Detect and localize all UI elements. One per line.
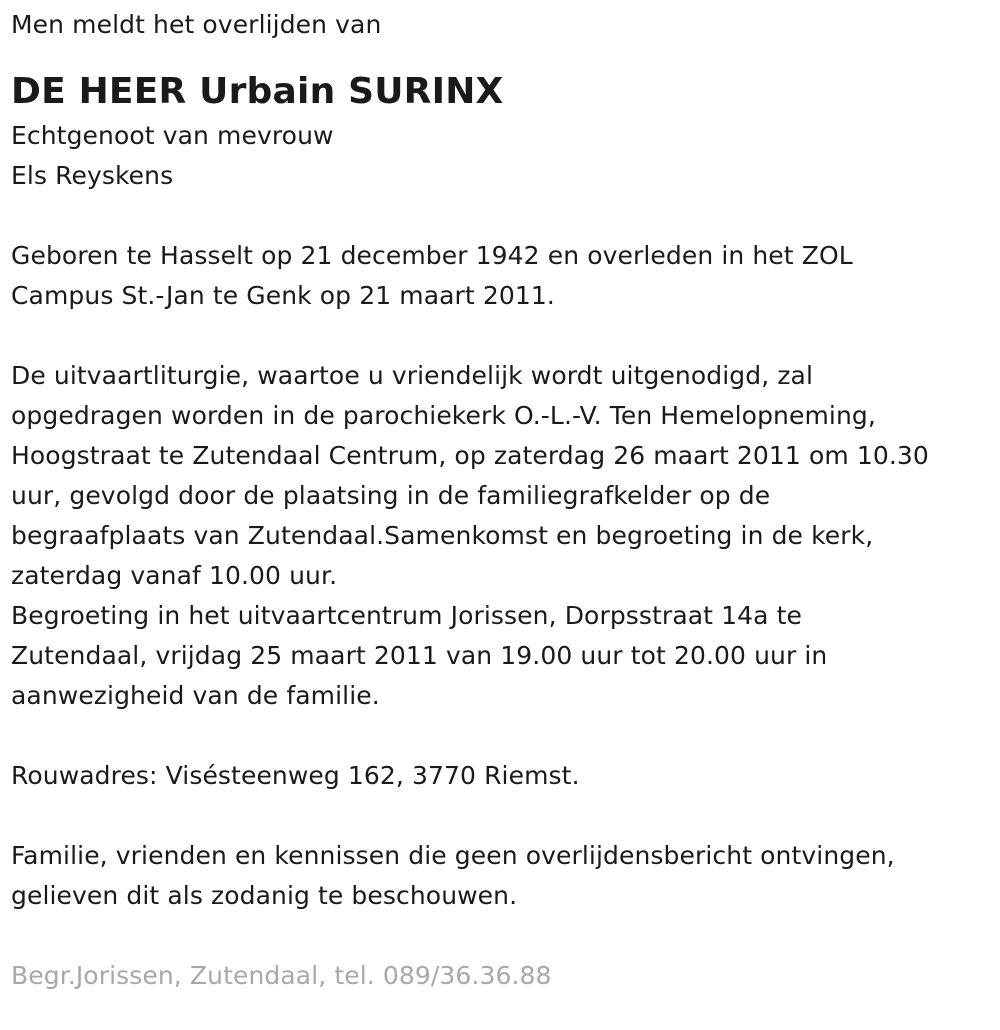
paragraph-line: Zutendaal, vrijdag 25 maart 2011 van 19.00 uur tot 20.00 uur in bbox=[11, 641, 828, 670]
intro-text: Men meldt het overlijden van bbox=[11, 10, 382, 39]
obituary-notice bbox=[11, 0, 991, 996]
paragraph-line: Geboren te Hasselt op 21 december 1942 en overleden in het ZOL bbox=[11, 241, 853, 270]
spouse-line: Echtgenoot van mevrouw bbox=[11, 121, 334, 150]
paragraph-line: aanwezigheid van de familie. bbox=[11, 681, 380, 710]
spouse-line: Els Reyskens bbox=[11, 161, 174, 190]
paragraph-line: begraafplaats van Zutendaal.Samenkomst en begroeting in de kerk, bbox=[11, 521, 874, 550]
birth-death-paragraph bbox=[11, 236, 991, 316]
spouse-block bbox=[11, 116, 991, 196]
paragraph-line: gelieven dit als zodanig te beschouwen. bbox=[11, 881, 518, 910]
paragraph-line: Begroeting in het uitvaartcentrum Jorissen, Dorpsstraat 14a te bbox=[11, 601, 802, 630]
paragraph-line: uur, gevolgd door de plaatsing in de familiegrafkelder op de bbox=[11, 481, 771, 510]
paragraph-line: opgedragen worden in de parochiekerk O.-L.-V. Ten Hemelopneming, bbox=[11, 401, 876, 430]
spacer bbox=[11, 196, 991, 236]
funeral-home-footer: Begr.Jorissen, Zutendaal, tel. 089/36.36.88 bbox=[11, 961, 552, 990]
mourning-address: Rouwadres: Visésteenweg 162, 3770 Riemst. bbox=[11, 761, 580, 790]
paragraph-line: Campus St.-Jan te Genk op 21 maart 2011. bbox=[11, 281, 555, 310]
deceased-name: DE HEER Urbain SURINX bbox=[11, 71, 504, 112]
paragraph-line: De uitvaartliturgie, waartoe u vriendelijk wordt uitgenodigd, zal bbox=[11, 361, 814, 390]
funeral-paragraph bbox=[11, 356, 991, 716]
spacer bbox=[11, 796, 991, 836]
paragraph-line: Familie, vrienden en kennissen die geen overlijdensbericht ontvingen, bbox=[11, 841, 895, 870]
spacer bbox=[11, 716, 991, 756]
spacer bbox=[11, 316, 991, 356]
closing-paragraph bbox=[11, 836, 991, 916]
paragraph-line: zaterdag vanaf 10.00 uur. bbox=[11, 561, 338, 590]
spacer bbox=[11, 916, 991, 956]
paragraph-line: Hoogstraat te Zutendaal Centrum, op zaterdag 26 maart 2011 om 10.30 bbox=[11, 441, 929, 470]
